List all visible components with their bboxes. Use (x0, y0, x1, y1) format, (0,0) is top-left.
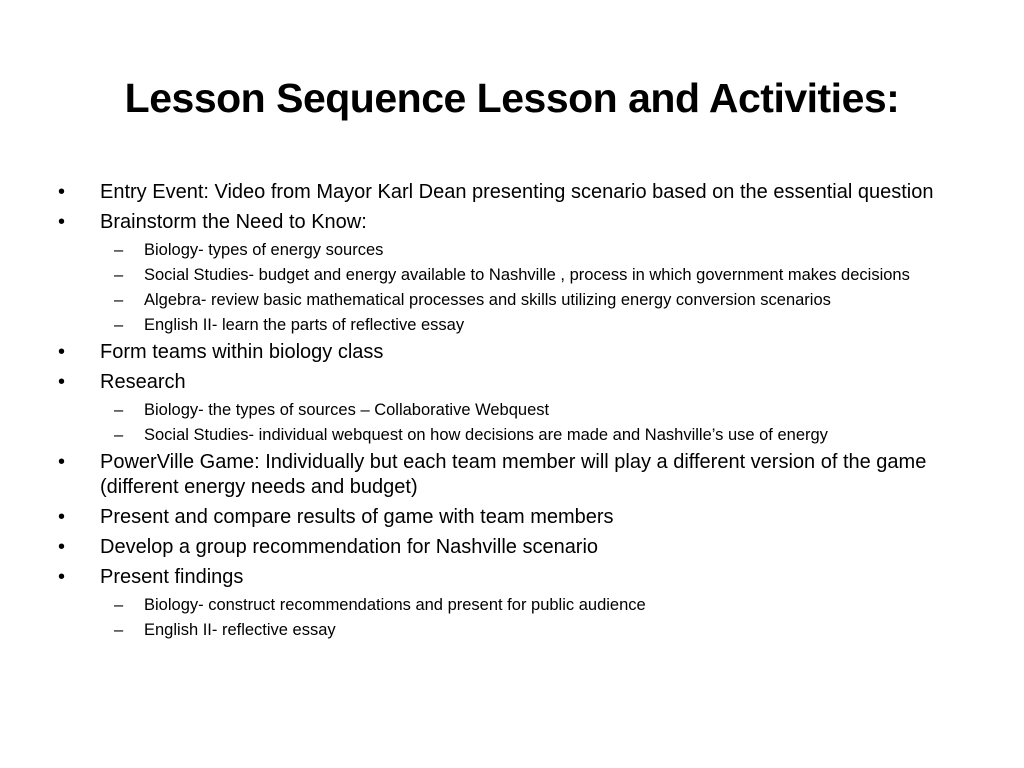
bullet-text: Present and compare results of game with team members (100, 506, 614, 528)
dash-icon: – (114, 621, 124, 639)
bullet-text: Research (100, 371, 186, 393)
bullet-icon: • (58, 566, 66, 588)
bullet-icon: • (58, 506, 66, 528)
sub-item-text: Social Studies- budget and energy available to Nashville , process in which government makes decisions (144, 266, 910, 284)
sub-item-text: Social Studies- individual webquest on how decisions are made and Nashville’s use of energy (144, 426, 828, 444)
bullet-icon: • (58, 371, 66, 393)
bullet-icon: • (58, 211, 66, 233)
bullet-text: Entry Event: Video from Mayor Karl Dean presenting scenario based on the essential question (100, 181, 934, 203)
bullet-list (58, 180, 968, 645)
bullet-item (58, 450, 968, 500)
sub-item (58, 315, 968, 336)
bullet-icon: • (58, 536, 66, 558)
dash-icon: – (114, 266, 124, 284)
sub-item-text: English II- learn the parts of reflective essay (144, 316, 465, 334)
bullet-item (58, 505, 968, 530)
dash-icon: – (114, 291, 124, 309)
bullet-icon: • (58, 181, 66, 203)
dash-icon: – (114, 241, 124, 259)
bullet-text: Present findings (100, 566, 244, 588)
bullet-icon: • (58, 341, 66, 363)
sub-item-text: Biology- construct recommendations and present for public audience (144, 596, 646, 614)
bullet-item (58, 535, 968, 560)
dash-icon: – (114, 316, 124, 334)
sub-item-text: Biology- types of energy sources (144, 241, 384, 259)
bullet-item (58, 180, 968, 205)
sub-item-text: Algebra- review basic mathematical processes and skills utilizing energy conversion scenarios (144, 291, 831, 309)
bullet-item (58, 565, 968, 590)
bullet-text: Form teams within biology class (100, 341, 384, 363)
bullet-item (58, 210, 968, 235)
sub-item-text: Biology- the types of sources – Collaborative Webquest (144, 401, 550, 419)
sub-item (58, 400, 968, 421)
sub-list (58, 595, 968, 641)
sub-item (58, 265, 968, 286)
bullet-icon: • (58, 451, 66, 473)
bullet-item (58, 340, 968, 365)
bullet-text: Brainstorm the Need to Know: (100, 211, 367, 233)
sub-item (58, 595, 968, 616)
slide-title: Lesson Sequence Lesson and Activities: (124, 75, 900, 121)
bullet-item (58, 370, 968, 395)
bullet-text: PowerVille Game: Individually but each team member will play a different version of the game (different energy needs and budget) (100, 451, 927, 498)
dash-icon: – (114, 401, 124, 419)
sub-list (58, 240, 968, 336)
sub-item (58, 425, 968, 446)
sub-item (58, 620, 968, 641)
sub-item (58, 240, 968, 261)
dash-icon: – (114, 426, 124, 444)
sub-list (58, 400, 968, 446)
sub-item (58, 290, 968, 311)
dash-icon: – (114, 596, 124, 614)
bullet-text: Develop a group recommendation for Nashville scenario (100, 536, 599, 558)
sub-item-text: English II- reflective essay (144, 621, 336, 639)
